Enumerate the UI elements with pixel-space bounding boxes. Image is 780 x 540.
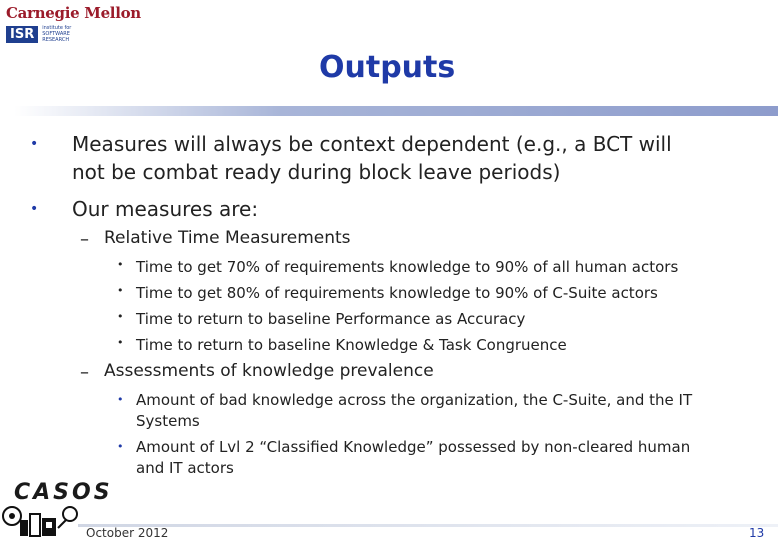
footer-date: October 2012 [86, 526, 169, 540]
casos-logo-graphic [0, 500, 80, 540]
list-item-continuation: Systems [136, 412, 200, 430]
isr-logo-mark: ISR [6, 26, 38, 43]
bullet-icon: • [117, 336, 124, 349]
cmu-logo: Carnegie Mellon [6, 4, 141, 22]
isr-logo [6, 25, 82, 43]
list-item: Amount of Lvl 2 “Classified Knowledge” possessed by non-cleared human [136, 438, 691, 456]
isr-logo-subtitle: institute for SOFTWARE RESEARCH [42, 25, 72, 43]
casos-logo: CASOS [14, 480, 113, 505]
sub-heading-relative-time: Relative Time Measurements [104, 228, 351, 248]
bullet-our-measures: Our measures are: [72, 197, 259, 221]
bullet-icon: • [117, 440, 124, 453]
dash-bullet-icon: – [80, 229, 89, 250]
slide-title: Outputs [319, 50, 456, 85]
bullet-icon: • [30, 136, 39, 152]
list-item: Time to return to baseline Knowledge & Task Congruence [136, 336, 567, 354]
list-item: Time to get 70% of requirements knowledge to 90% of all human actors [136, 258, 679, 276]
bullet-icon: • [117, 310, 124, 323]
sub-heading-assessments: Assessments of knowledge prevalence [104, 361, 434, 381]
bullet-icon: • [117, 393, 124, 406]
list-item-continuation: and IT actors [136, 459, 234, 477]
footer-divider [78, 524, 778, 527]
list-item: Time to get 80% of requirements knowledge to 90% of C-Suite actors [136, 284, 658, 302]
bullet-context-dependent-line2: not be combat ready during block leave periods) [72, 160, 561, 184]
bullet-icon: • [117, 284, 124, 297]
page-number: 13 [749, 526, 765, 540]
bullet-icon: • [30, 201, 39, 217]
list-item: Amount of bad knowledge across the organization, the C-Suite, and the IT [136, 391, 693, 409]
title-divider [14, 106, 778, 116]
bullet-context-dependent-line1: Measures will always be context dependent (e.g., a BCT will [72, 132, 672, 156]
bullet-icon: • [117, 258, 124, 271]
list-item: Time to return to baseline Performance as Accuracy [136, 310, 526, 328]
dash-bullet-icon: – [80, 362, 89, 383]
